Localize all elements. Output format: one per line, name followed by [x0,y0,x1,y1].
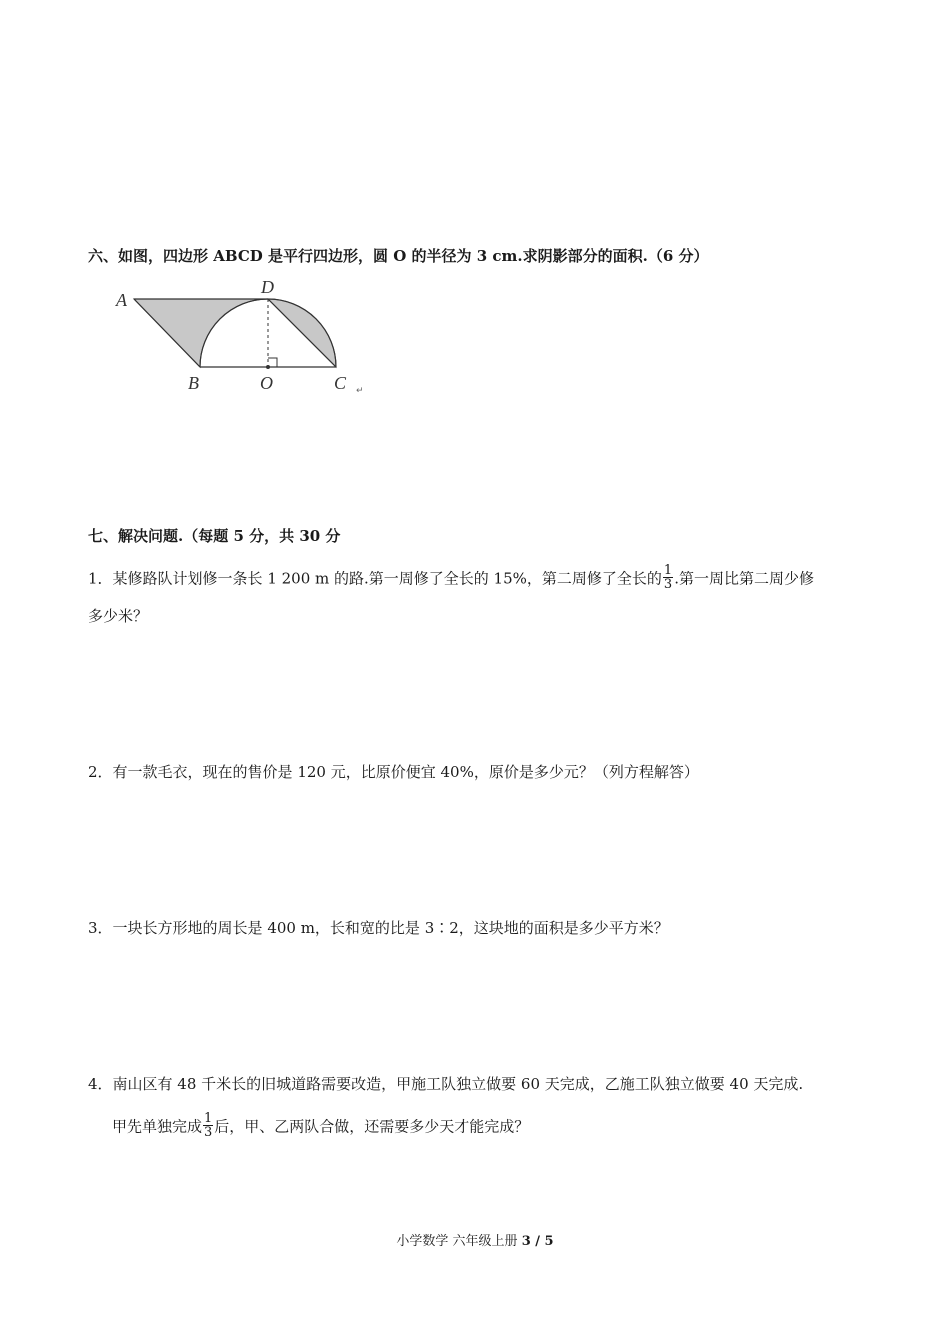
fraction-one-third-q1: $\frac{1}{3}$ [663,563,673,592]
question-1-part-1: 1．某修路队计划修一条长 1 200 m 的路.第一周修了全长的 15%，第二周修了全长的 [88,569,662,588]
question-3: 3．一块长方形地的周长是 400 m，长和宽的比是 3∶2，这块地的面积是多少平方米？ [88,919,669,937]
label-d: D [261,277,274,297]
fraction-one-third-q4: $\frac{1}{3}$ [204,1111,213,1140]
question-4-line-1: 4．南山区有 48 千米长的旧城道路需要改造，甲施工队独立做要 60 天完成，乙施工队独立做要 40 天完成. [88,1075,804,1093]
section6-heading: 六、如图，四边形 ABCD 是平行四边形，圆 O 的半径为 3 cm.求阴影部分的面积.（6 分） [88,247,709,265]
label-b: B [188,373,199,393]
question-1-line-1 [88,563,814,593]
label-a: A [116,290,127,310]
question-4-line-2 [112,1111,530,1141]
page-number: 3 / 5 [521,1234,554,1249]
footer-subject: 小学数学 六年级上册 [396,1234,522,1249]
page-footer [0,1230,950,1249]
section7-heading: 七、解决问题.（每题 5 分，共 30 分 [88,527,341,545]
label-c: C [334,373,347,393]
question-4-part-2: 后，甲、乙两队合做，还需要多少天才能完成？ [214,1117,530,1136]
center-point [266,365,270,369]
question-4-part-1: 甲先单独完成 [112,1117,203,1136]
question-2: 2．有一款毛衣，现在的售价是 120 元，比原价便宜 40%，原价是多少元？（列方程解答） [88,763,699,781]
parallelogram-figure [108,272,378,397]
question-1-part-2: .第一周比第二周少修 [674,569,814,588]
question-1-line-2: 多少米？ [88,607,149,625]
return-mark: ↵ [356,386,364,396]
label-o: O [260,373,273,393]
